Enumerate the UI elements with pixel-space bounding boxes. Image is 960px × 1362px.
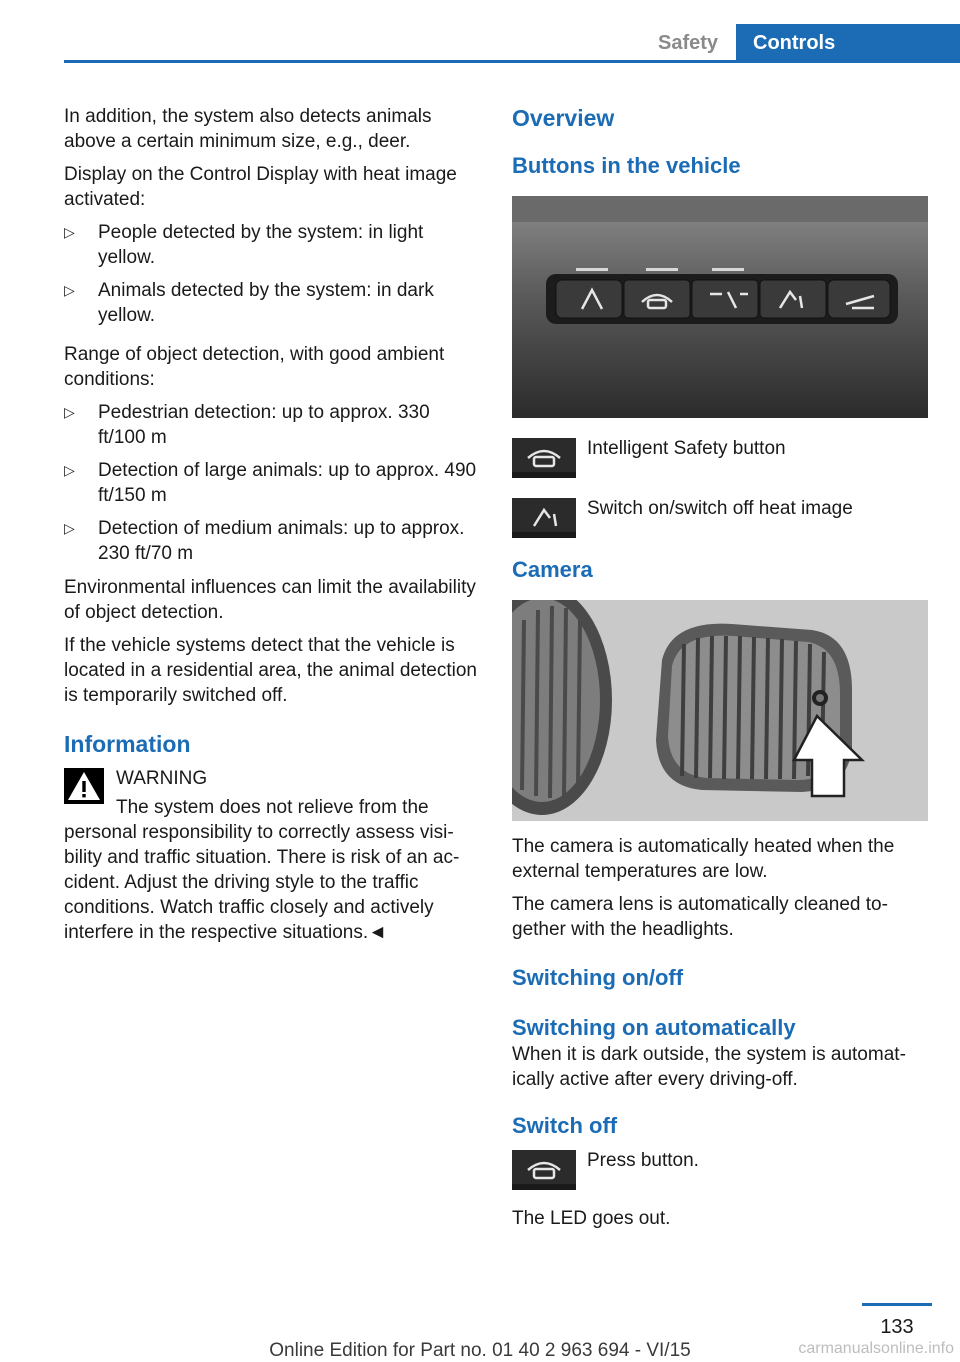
- footer-rule: [862, 1303, 932, 1306]
- left-column: [64, 104, 482, 945]
- heat-image-icon: [512, 498, 576, 538]
- legend-heat-image: [512, 498, 932, 538]
- page-header: [0, 0, 960, 64]
- heading-switch-off: Switch off: [512, 1113, 618, 1138]
- paragraph-display: Display on the Control Display with heat image activated:: [64, 164, 457, 210]
- list-item: ▷ Pedestrian detection: up to approx. 330 ft/100 m: [64, 400, 482, 450]
- right-column: [512, 104, 932, 1239]
- heading-buttons-in-vehicle: Buttons in the vehicle: [512, 153, 741, 178]
- list-item: ▷ People detected by the system: in light yellow.: [64, 220, 482, 270]
- footer-edition: Online Edition for Part no. 01 40 2 963 694 - VI/15: [269, 1340, 691, 1361]
- list-item: ▷ Detection of medium animals: up to approx. 230 ft/70 m: [64, 516, 482, 566]
- heading-camera: Camera: [512, 557, 593, 582]
- list-detection-range: [64, 400, 482, 566]
- tab-controls[interactable]: Controls: [736, 24, 960, 62]
- heading-switching-on-automatically: Switching on automatically: [512, 1015, 796, 1040]
- button-panel-image: [512, 196, 928, 418]
- switch-off-step: [512, 1150, 932, 1190]
- warning-text: The system does not relieve from the personal responsibility to correctly assess visibility and traffic situation. There is risk of an accident. Adjust the driving style to the traffic conditions. Watch traffic closely and actively interfere in the respective situations.◄: [64, 797, 460, 943]
- page-number: 133: [880, 1316, 914, 1338]
- paragraph-animals: In addition, the system also detects animals above a certain minimum size, e.g., deer.: [64, 106, 432, 152]
- paragraph-residential: If the vehicle systems detect that the vehicle is located in a residential area, the animal detection is temporarily switched off.: [64, 635, 477, 706]
- buttons-photo: [512, 196, 928, 418]
- press-button-text: Press button.: [587, 1150, 699, 1171]
- legend-intelligent-safety: [512, 438, 932, 478]
- header-rule: [64, 60, 960, 63]
- led-text: The LED goes out.: [512, 1208, 671, 1229]
- camera-cleaned-text: The camera lens is automatically cleaned together with the headlights.: [512, 894, 888, 940]
- heat-image-label: Switch on/switch off heat image: [587, 498, 853, 519]
- watermark: carmanualsonline.info: [798, 1340, 954, 1357]
- list-item: ▷ Detection of large animals: up to approx. 490 ft/150 m: [64, 458, 482, 508]
- intelligent-safety-icon: [512, 438, 576, 478]
- list-detection-colors: [64, 220, 482, 328]
- tab-safety[interactable]: Safety: [657, 32, 719, 54]
- intelligent-safety-icon: [512, 1150, 576, 1190]
- list-item: ▷ Animals detected by the system: in dark yellow.: [64, 278, 482, 328]
- camera-heated-text: The camera is automatically heated when the external temperatures are low.: [512, 836, 895, 882]
- grille-camera-image: [512, 600, 928, 821]
- heading-overview: Overview: [512, 105, 615, 131]
- intelligent-safety-label: Intelligent Safety button: [587, 438, 786, 459]
- warning-title: WARNING: [116, 768, 208, 789]
- warning-block: [64, 766, 482, 791]
- heading-information: Information: [64, 731, 191, 757]
- heading-switching-on-off: Switching on/off: [512, 965, 684, 990]
- switching-auto-text: When it is dark outside, the system is automatically active after every driving-off.: [512, 1044, 906, 1090]
- paragraph-environment: Environmental influences can limit the availability of object detection.: [64, 577, 476, 623]
- camera-photo: [512, 600, 928, 821]
- paragraph-range: Range of object detection, with good ambient conditions:: [64, 344, 445, 390]
